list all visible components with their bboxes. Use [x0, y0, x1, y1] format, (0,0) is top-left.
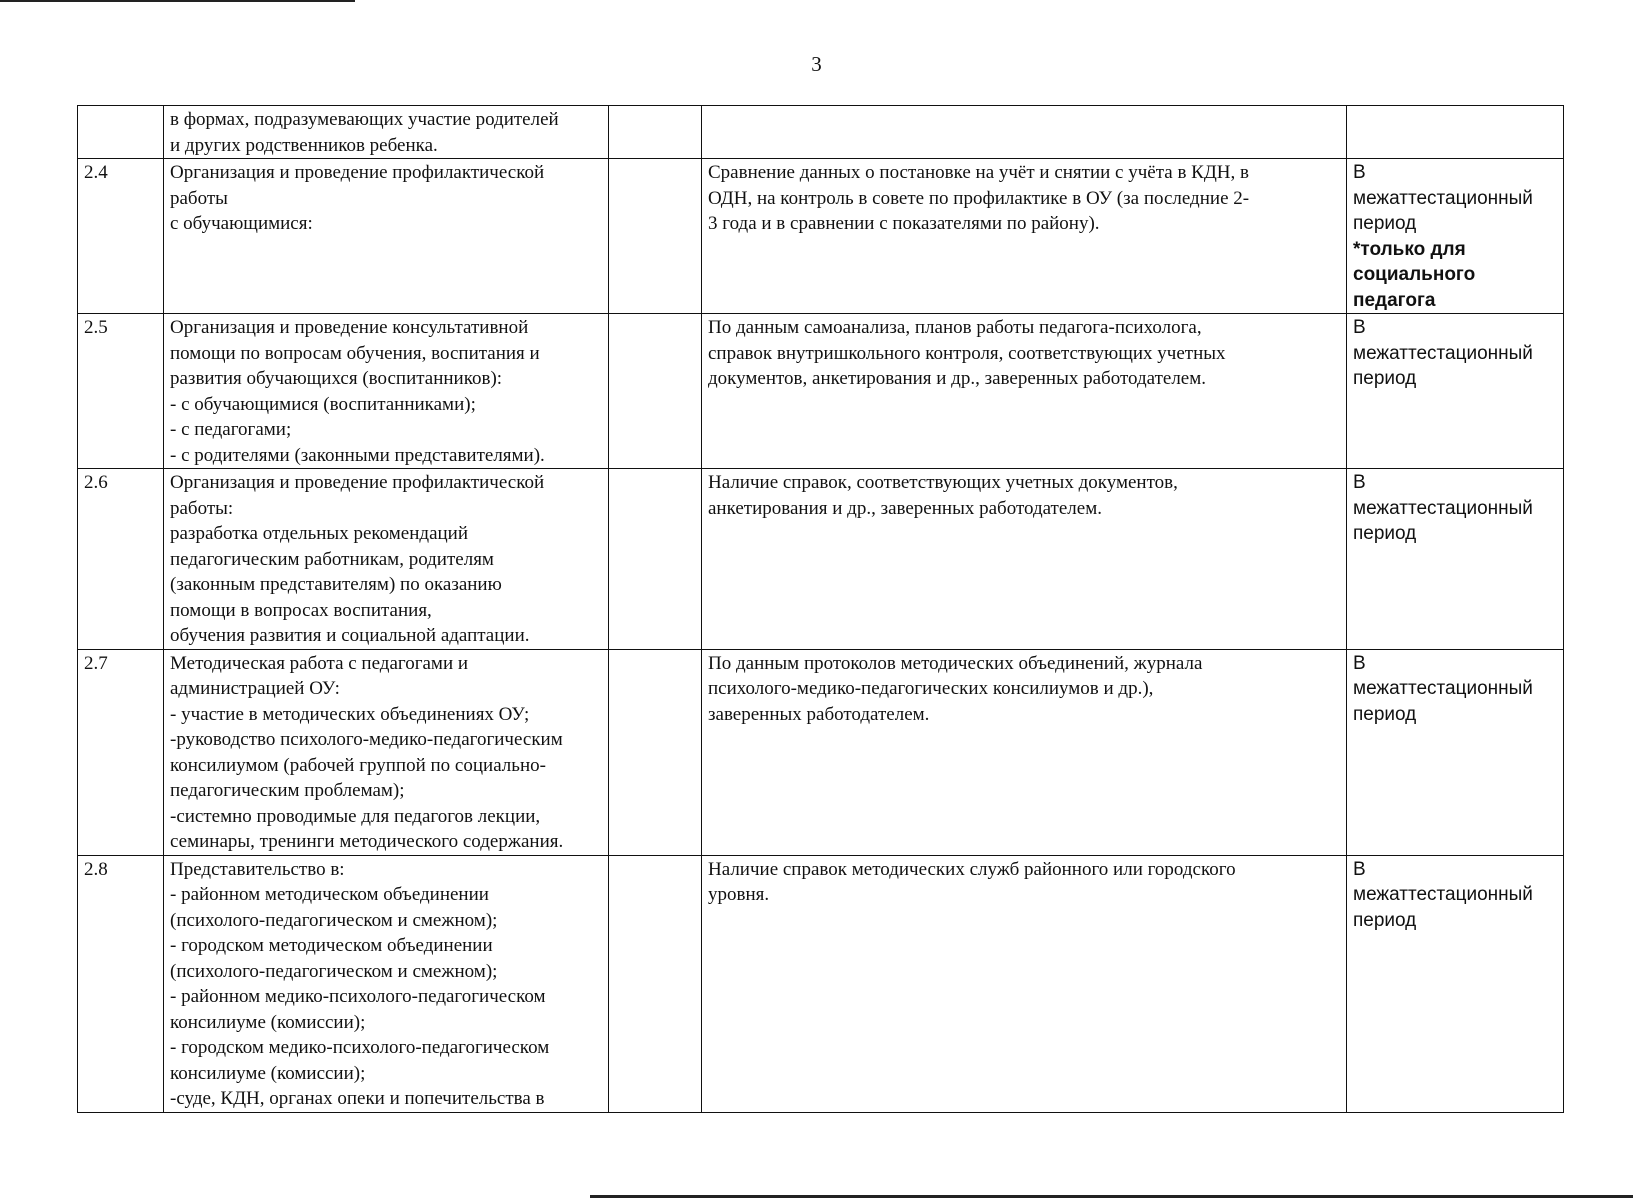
- table-row: [78, 649, 1564, 855]
- criterion-text-line: Организация и проведение профилактической: [170, 472, 545, 493]
- period-text-line: период: [1353, 703, 1417, 725]
- period-text-line: период: [1353, 523, 1417, 544]
- criterion-text-line: -системно проводимые для педагогов лекции,: [170, 805, 541, 827]
- cell-evidence-source: [702, 469, 1347, 650]
- period-note-line: *только для: [1353, 238, 1466, 260]
- period-note-line: педагога: [1353, 289, 1436, 311]
- criterion-text-line: работы:: [170, 497, 234, 519]
- period-note-line: социального: [1353, 264, 1476, 285]
- cell-period: [1347, 314, 1564, 469]
- cell-period: [1347, 469, 1564, 650]
- period-text-line: период: [1353, 909, 1417, 931]
- evidence-text-line: Наличие справок, соответствующих учетных документов,: [708, 472, 1178, 493]
- cell-period: [1347, 159, 1564, 314]
- evidence-text-line: По данным самоанализа, планов работы педагога-психолога,: [708, 317, 1202, 338]
- cell-criterion: [164, 649, 609, 855]
- period-text-line: межаттестационный: [1353, 187, 1533, 209]
- criterion-text-line: помощи в вопросах воспитания,: [170, 599, 432, 621]
- cell-criterion: [164, 314, 609, 469]
- criterion-text-line: - участие в методических объединениях ОУ;: [170, 703, 530, 725]
- period-text-line: межаттестационный: [1353, 342, 1533, 364]
- evidence-text-line: психолого-медико-педагогических консилиумов и др.),: [708, 678, 1154, 699]
- table-row: [78, 159, 1564, 314]
- period-text-line: период: [1353, 213, 1417, 234]
- criterion-text-line: (законным представителям) по оказанию: [170, 574, 502, 595]
- criterion-text-line: с обучающимися:: [170, 213, 313, 234]
- period-text-line: В: [1353, 652, 1366, 674]
- criterion-text-line: - городском методическом объединении: [170, 935, 493, 956]
- criterion-text-line: - с родителями (законными представителями).: [170, 444, 545, 466]
- cell-period: [1347, 106, 1564, 159]
- evidence-text-line: ОДН, на контроль в совете по профилактике в ОУ (за последние 2-: [708, 187, 1250, 209]
- criterion-text-line: и других родственников ребенка.: [170, 134, 438, 156]
- cell-score-empty: [609, 469, 702, 650]
- cell-score-empty: [609, 106, 702, 159]
- criterion-text-line: работы: [170, 187, 228, 209]
- criterion-text-line: педагогическим проблемам);: [170, 780, 405, 801]
- cell-criterion: [164, 469, 609, 650]
- period-text-line: период: [1353, 368, 1417, 389]
- evidence-text-line: Сравнение данных о постановке на учёт и снятии с учёта в КДН, в: [708, 162, 1249, 183]
- evidence-text-line: анкетирования и др., заверенных работодателем.: [708, 497, 1102, 519]
- criterion-text-line: - районном медико-психолого-педагогическом: [170, 986, 546, 1007]
- period-text-line: В: [1353, 317, 1366, 338]
- evidence-text-line: уровня.: [708, 884, 770, 905]
- cell-item-number: [78, 469, 164, 650]
- period-text-line: межаттестационный: [1353, 884, 1533, 905]
- evidence-text-line: Наличие справок методических служб районного или городского: [708, 858, 1236, 880]
- criterion-text-line: - городском медико-психолого-педагогическом: [170, 1037, 550, 1058]
- criterion-text-line: в формах, подразумевающих участие родителей: [170, 109, 559, 130]
- cell-period: [1347, 649, 1564, 855]
- criteria-table: [77, 105, 1564, 1113]
- item-number: 2.5: [84, 317, 108, 338]
- period-text-line: В: [1353, 858, 1366, 880]
- criterion-text-line: развития обучающихся (воспитанников):: [170, 368, 503, 389]
- cell-period: [1347, 855, 1564, 1112]
- criterion-text-line: администрацией ОУ:: [170, 678, 340, 699]
- cell-criterion: [164, 159, 609, 314]
- evidence-text-line: заверенных работодателем.: [708, 703, 930, 725]
- evidence-text-line: справок внутришкольного контроля, соответствующих учетных: [708, 342, 1226, 364]
- criterion-text-line: (психолого-педагогическом и смежном);: [170, 960, 498, 982]
- cell-item-number: [78, 855, 164, 1112]
- criterion-text-line: (психолого-педагогическом и смежном);: [170, 909, 498, 931]
- evidence-text-line: По данным протоколов методических объединений, журнала: [708, 652, 1203, 674]
- cell-evidence-source: [702, 159, 1347, 314]
- criterion-text-line: - с обучающимися (воспитанниками);: [170, 393, 476, 415]
- cell-criterion: [164, 106, 609, 159]
- criterion-text-line: -суде, КДН, органах опеки и попечительства в: [170, 1088, 545, 1109]
- cell-score-empty: [609, 159, 702, 314]
- table-row: [78, 469, 1564, 650]
- criterion-text-line: Организация и проведение консультативной: [170, 317, 529, 338]
- period-text-line: В: [1353, 162, 1366, 183]
- criterion-text-line: консилиуме (комиссии);: [170, 1062, 366, 1084]
- scan-edge-line-top: [0, 0, 355, 2]
- cell-evidence-source: [702, 106, 1347, 159]
- cell-evidence-source: [702, 649, 1347, 855]
- cell-item-number: [78, 159, 164, 314]
- item-number: 2.6: [84, 472, 108, 493]
- table-row: [78, 106, 1564, 159]
- criterion-text-line: -руководство психолого-медико-педагогическим: [170, 729, 563, 750]
- item-number: 2.4: [84, 162, 108, 183]
- cell-evidence-source: [702, 314, 1347, 469]
- criterion-text-line: консилиуме (комиссии);: [170, 1011, 366, 1033]
- criterion-text-line: семинары, тренинги методического содержания.: [170, 831, 564, 852]
- cell-item-number: [78, 106, 164, 159]
- period-text-line: межаттестационный: [1353, 678, 1533, 699]
- page-number: 3: [811, 52, 822, 76]
- cell-evidence-source: [702, 855, 1347, 1112]
- scan-edge-line-bottom: [590, 1195, 1633, 1198]
- criterion-text-line: - с педагогами;: [170, 419, 292, 440]
- cell-score-empty: [609, 314, 702, 469]
- criterion-text-line: помощи по вопросам обучения, воспитания и: [170, 342, 540, 364]
- item-number: 2.8: [84, 858, 108, 880]
- cell-item-number: [78, 649, 164, 855]
- cell-item-number: [78, 314, 164, 469]
- evidence-text-line: 3 года и в сравнении с показателями по району).: [708, 213, 1100, 234]
- criterion-text-line: разработка отдельных рекомендаций: [170, 523, 469, 544]
- evidence-text-line: документов, анкетирования и др., заверенных работодателем.: [708, 368, 1207, 389]
- period-text-line: межаттестационный: [1353, 497, 1533, 519]
- criterion-text-line: Представительство в:: [170, 858, 345, 880]
- criterion-text-line: Организация и проведение профилактической: [170, 162, 545, 183]
- table-row: [78, 314, 1564, 469]
- cell-criterion: [164, 855, 609, 1112]
- criterion-text-line: педагогическим работникам, родителям: [170, 548, 494, 570]
- period-text-line: В: [1353, 472, 1366, 493]
- cell-score-empty: [609, 855, 702, 1112]
- criterion-text-line: Методическая работа с педагогами и: [170, 652, 469, 674]
- table-row: [78, 855, 1564, 1112]
- criterion-text-line: обучения развития и социальной адаптации.: [170, 625, 530, 646]
- criterion-text-line: - районном методическом объединении: [170, 884, 489, 905]
- item-number: 2.7: [84, 652, 108, 674]
- criterion-text-line: консилиумом (рабочей группой по социально-: [170, 754, 546, 776]
- cell-score-empty: [609, 649, 702, 855]
